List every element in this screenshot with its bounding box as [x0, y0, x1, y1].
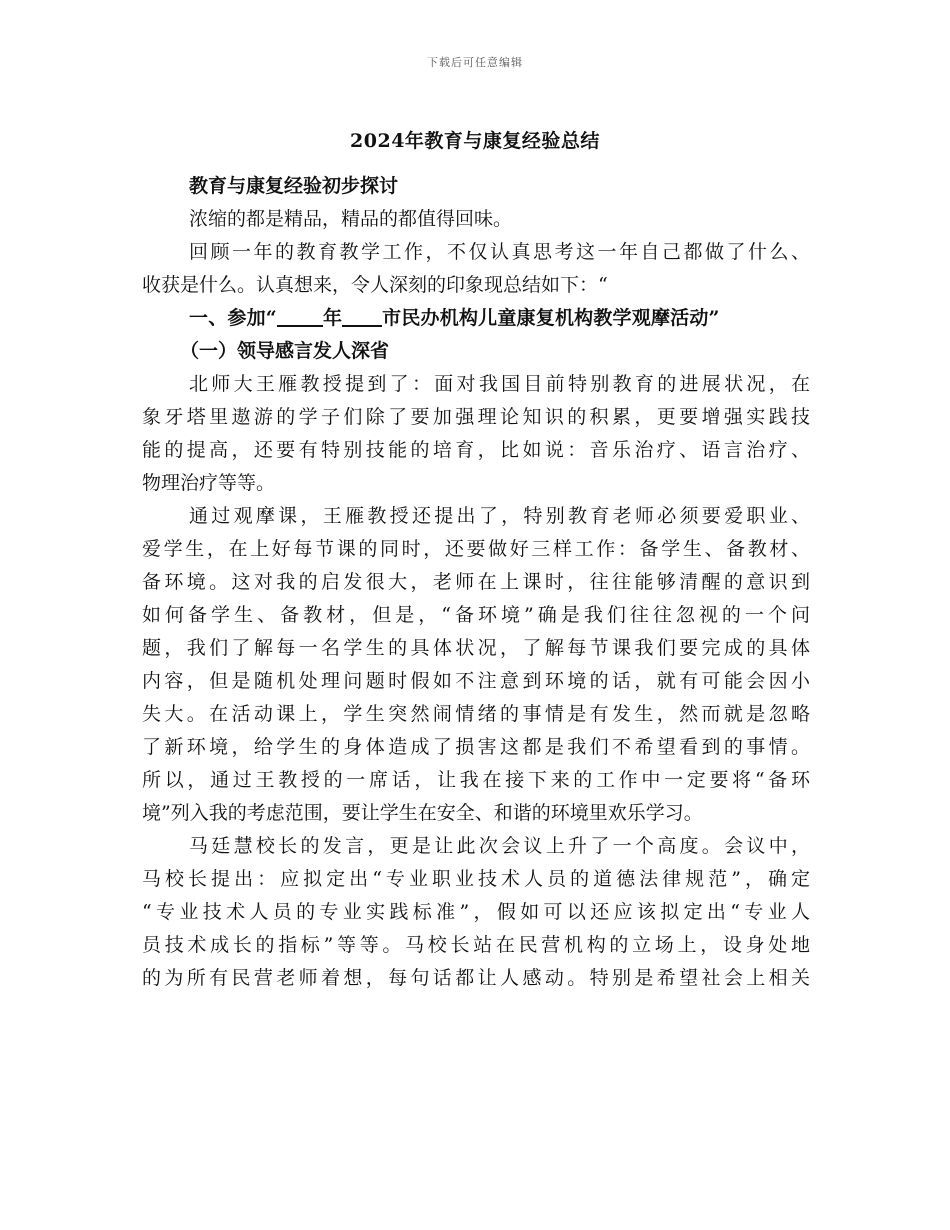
para2-line: 象牙塔里遨游的学子们除了要加强理论知识的积累，更要增强实践技	[142, 406, 810, 428]
para3-line: 爱学生，在上好每节课的同时，还要做好三样工作：备学生、备教材、	[142, 538, 810, 560]
para3-line: 内容，但是随机处理问题时假如不注意到环境的话，就有可能会因小	[142, 670, 810, 692]
para3-line: 境”列入我的考虑范围，要让学生在安全、和谐的环境里欢乐学习。	[142, 802, 703, 824]
section-heading-prefix: 一、参加“	[189, 307, 277, 329]
header-note: 下载后可任意编辑	[427, 56, 523, 69]
para1-line: 回顾一年的教育教学工作，不仅认真思考这一年自己都做了什么、	[189, 241, 810, 263]
document-body	[142, 170, 810, 995]
intro-line: 浓缩的都是精品，精品的都值得回味。	[189, 208, 513, 230]
para3-line: 失大。在活动课上，学生突然闹情绪的事情是有发生，然而就是忽略	[142, 703, 810, 725]
document-title: 2024年教育与康复经验总结	[350, 130, 600, 152]
para4-line: “专业技术人员的专业实践标准”，假如可以还应该拟定出“专业人	[142, 901, 810, 923]
para2-line: 能的提高，还要有特别技能的培育，比如说：音乐治疗、语言治疗、	[142, 439, 810, 461]
para4-line: 马廷慧校长的发言，更是让此次会议上升了一个高度。会议中，	[189, 835, 810, 857]
section-heading	[142, 302, 810, 335]
para3-line: 通过观摩课，王雁教授还提出了，特别教育老师必须要爱职业、	[189, 505, 810, 527]
para3-line: 了新环境，给学生的身体造成了损害这都是我们不希望看到的事情。	[142, 736, 810, 758]
section-heading-mid: 年	[322, 307, 343, 329]
para2-line: 物理治疗等等。	[142, 472, 276, 494]
para3-line: 题，我们了解每一名学生的具体状况，了解每节课我们要完成的具体	[142, 637, 810, 659]
fill-blank	[277, 305, 323, 327]
para3-line: 备环境。这对我的启发很大，老师在上课时，往往能够清醒的意识到	[142, 571, 810, 593]
para2-line: 北师大王雁教授提到了：面对我国目前特别教育的进展状况，在	[189, 373, 810, 395]
subsection-heading: （一）领导感言发人深省	[180, 340, 390, 362]
fill-blank	[342, 305, 382, 327]
para3-line: 如何备学生、备教材，但是，“备环境”确是我们往往忽视的一个问	[142, 604, 810, 626]
para3-line: 所以，通过王教授的一席话，让我在接下来的工作中一定要将“备环	[142, 769, 810, 791]
para4-line: 马校长提出：应拟定出“专业职业技术人员的道德法律规范”，确定	[142, 868, 810, 890]
subtitle: 教育与康复经验初步探讨	[189, 175, 399, 197]
section-heading-suffix: 市民办机构儿童康复机构教学观摩活动”	[382, 307, 720, 329]
para4-line: 的为所有民营老师着想，每句话都让人感动。特别是希望社会上相关	[142, 967, 810, 989]
para1-line: 收获是什么。认真想来，令人深刻的印象现总结如下：“	[142, 274, 608, 296]
para4-line: 员技术成长的指标”等等。马校长站在民营机构的立场上，设身处地	[142, 934, 810, 956]
